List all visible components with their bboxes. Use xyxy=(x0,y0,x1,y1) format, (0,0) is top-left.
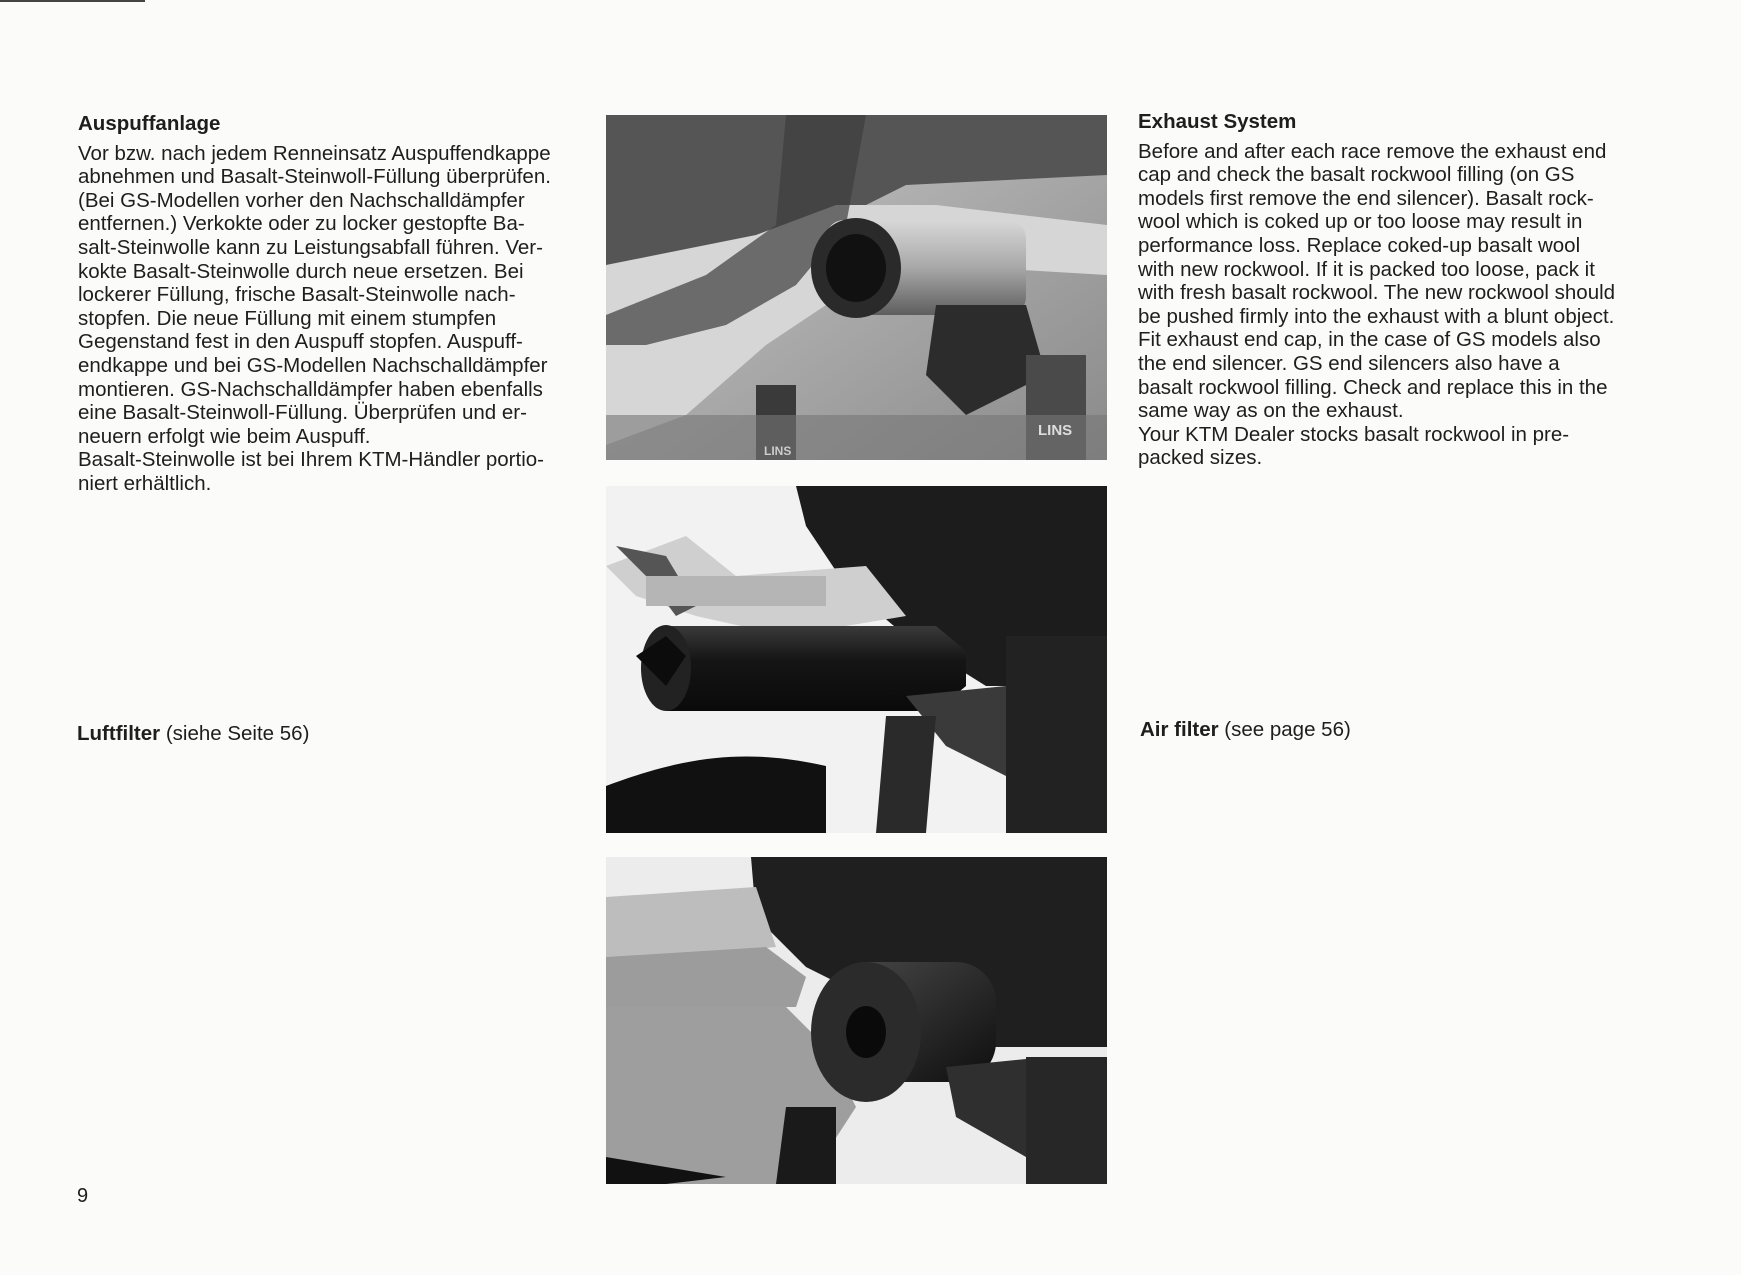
photo-gs-silencer-end-cap xyxy=(606,857,1107,1184)
german-paragraph-1: Vor bzw. nach jedem Renneinsatz Auspuffendkappe abnehmen und Basalt-Steinwoll-Füllung überprüfen. (Bei GS-Modellen vorher den Nachschalldämpfer entfernen.) Verkokte oder zu locker gestopfte Ba- salt-Steinwolle kann zu Leistungsabfall führen. Ver- kokte Basalt-Steinwolle durch neue ersetzen. Bei lockerer Füllung, frische Basalt-Steinwolle nach- stopfen. Die neue Füllung mit einem stumpfen Gegenstand fest in den Auspuff stopfen. Auspuff- endkappe und bei GS-Modellen Nachschalldämpfer montieren. GS-Nachschalldämpfer haben ebenfalls eine Basalt-Steinwoll-Füllung. Überprüfen und er- neuern erfolgt wie beim Auspuff. xyxy=(78,141,551,448)
english-heading: Exhaust System xyxy=(1138,110,1297,133)
top-rule xyxy=(0,0,145,2)
english-paragraph-1: Before and after each race remove the exhaust end cap and check the basalt rockwool filling (on GS models first remove the end silencer). Basalt rock- wool which is coked up or too loose may result in performance loss. Replace coked-up basalt wool with new rockwool. If it is packed too loose, pack it with fresh basalt rockwool. The new rockwool should be pushed firmly into the exhaust with a blunt object. Fit exhaust end cap, in the case of GS models also the end silencer. GS end silencers also have a basalt rockwool filling. Check and replace this in the same way as on the exhaust. xyxy=(1138,139,1616,423)
german-column xyxy=(78,112,582,496)
photo1-shock-label: LINS xyxy=(1038,422,1073,439)
german-air-filter-heading xyxy=(77,722,309,746)
german-air-filter-ref: (siehe Seite 56) xyxy=(160,722,310,745)
german-heading: Auspuffanlage xyxy=(78,112,221,135)
page-number: 9 xyxy=(77,1185,89,1207)
german-paragraph-2: Basalt-Steinwolle ist bei Ihrem KTM-Händler portio- niert erhältlich. xyxy=(78,448,544,495)
german-air-filter-bold: Luftfilter xyxy=(77,722,161,745)
english-air-filter-bold: Air filter xyxy=(1140,718,1219,741)
photo1-shock-label-2: LINS xyxy=(764,444,792,458)
english-air-filter-heading xyxy=(1140,718,1351,742)
photo-exhaust-end-cap xyxy=(606,115,1107,460)
english-paragraph-2: Your KTM Dealer stocks basalt rockwool in pre- packed sizes. xyxy=(1138,422,1570,470)
photo-gs-end-silencer xyxy=(606,486,1107,833)
english-column xyxy=(1138,110,1638,470)
english-air-filter-ref: (see page 56) xyxy=(1218,718,1351,741)
